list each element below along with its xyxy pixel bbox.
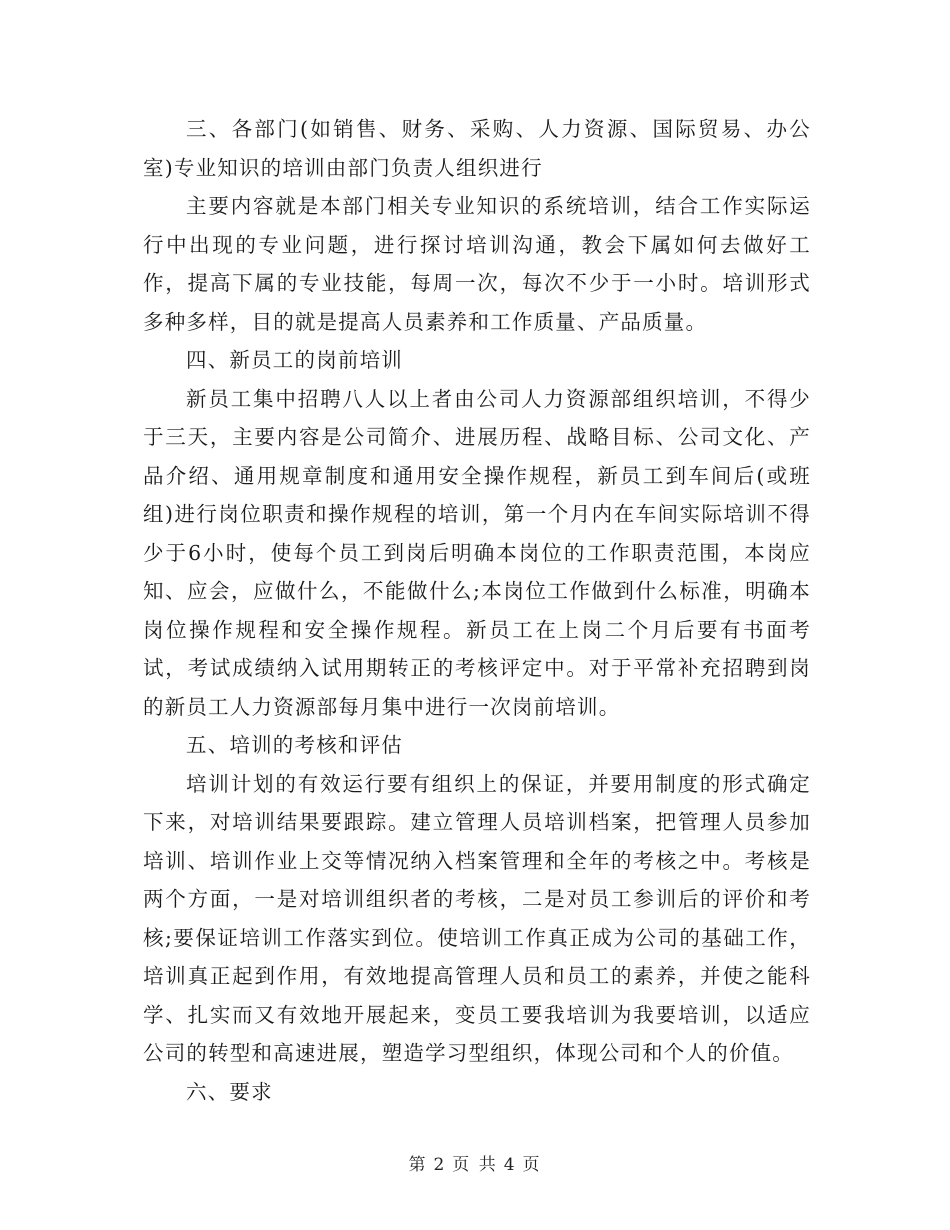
footer-current-page: 2 (433, 1155, 447, 1175)
footer-prefix: 第 (408, 1155, 428, 1175)
page-footer (0, 1150, 950, 1175)
section-4-heading: 四、新员工的岗前培训 (186, 348, 403, 372)
section-4-body: 新员工集中招聘八人以上者由公司人力资源部组织培训，不得少于三天，主要内容是公司简介、进展历程、战略目标、公司文化、产品介绍、通用规章制度和通用安全操作规程，新员工到车间后(或班组)进行岗位职责和操作规程的培训，第一个月内在车间实际培训不得少于6小时，使每个员工到岗后明确本岗位的工作职责范围，本岗应知、应会，应做什么，不能做什么;本岗位工作做到什么标准，明确本岗位操作规程和安全操作规程。新员工在上岗二个月后要有书面考试，考试成绩纳入试用期转正的考核评定中。对于平常补充招聘到岗的新员工人力资源部每月集中进行一次岗前培训。 (143, 386, 811, 719)
footer-suffix: 页 (522, 1155, 542, 1175)
section-3-body: 主要内容就是本部门相关专业知识的系统培训，结合工作实际运行中出现的专业问题，进行探讨培训沟通，教会下属如何去做好工作，提高下属的专业技能，每周一次，每次不少于一小时。培训形式多种多样，目的就是提高人员素养和工作质量、产品质量。 (143, 194, 811, 334)
footer-middle: 页 共 (452, 1155, 498, 1175)
section-6-heading: 六、要求 (186, 1079, 273, 1104)
document-body (143, 110, 811, 1111)
footer-total-pages: 4 (503, 1155, 517, 1175)
section-3-heading: 三、各部门(如销售、财务、采购、人力资源、国际贸易、办公室)专业知识的培训由部门负责人组织进行 (143, 117, 811, 180)
section-5-body: 培训计划的有效运行要有组织上的保证，并要用制度的形式确定下来，对培训结果要跟踪。建立管理人员培训档案，把管理人员参加培训、培训作业上交等情况纳入档案管理和全年的考核之中。考核是两个方面，一是对培训组织者的考核，二是对员工参训后的评价和考核;要保证培训工作落实到位。使培训工作真正成为公司的基础工作，培训真正起到作用，有效地提高管理人员和员工的素养，并使之能科学、扎实而又有效地开展起来，变员工要我培训为我要培训，以适应公司的转型和高速进展，塑造学习型组织，体现公司和个人的价值。 (143, 771, 811, 1065)
section-5-heading: 五、培训的考核和评估 (186, 733, 403, 757)
